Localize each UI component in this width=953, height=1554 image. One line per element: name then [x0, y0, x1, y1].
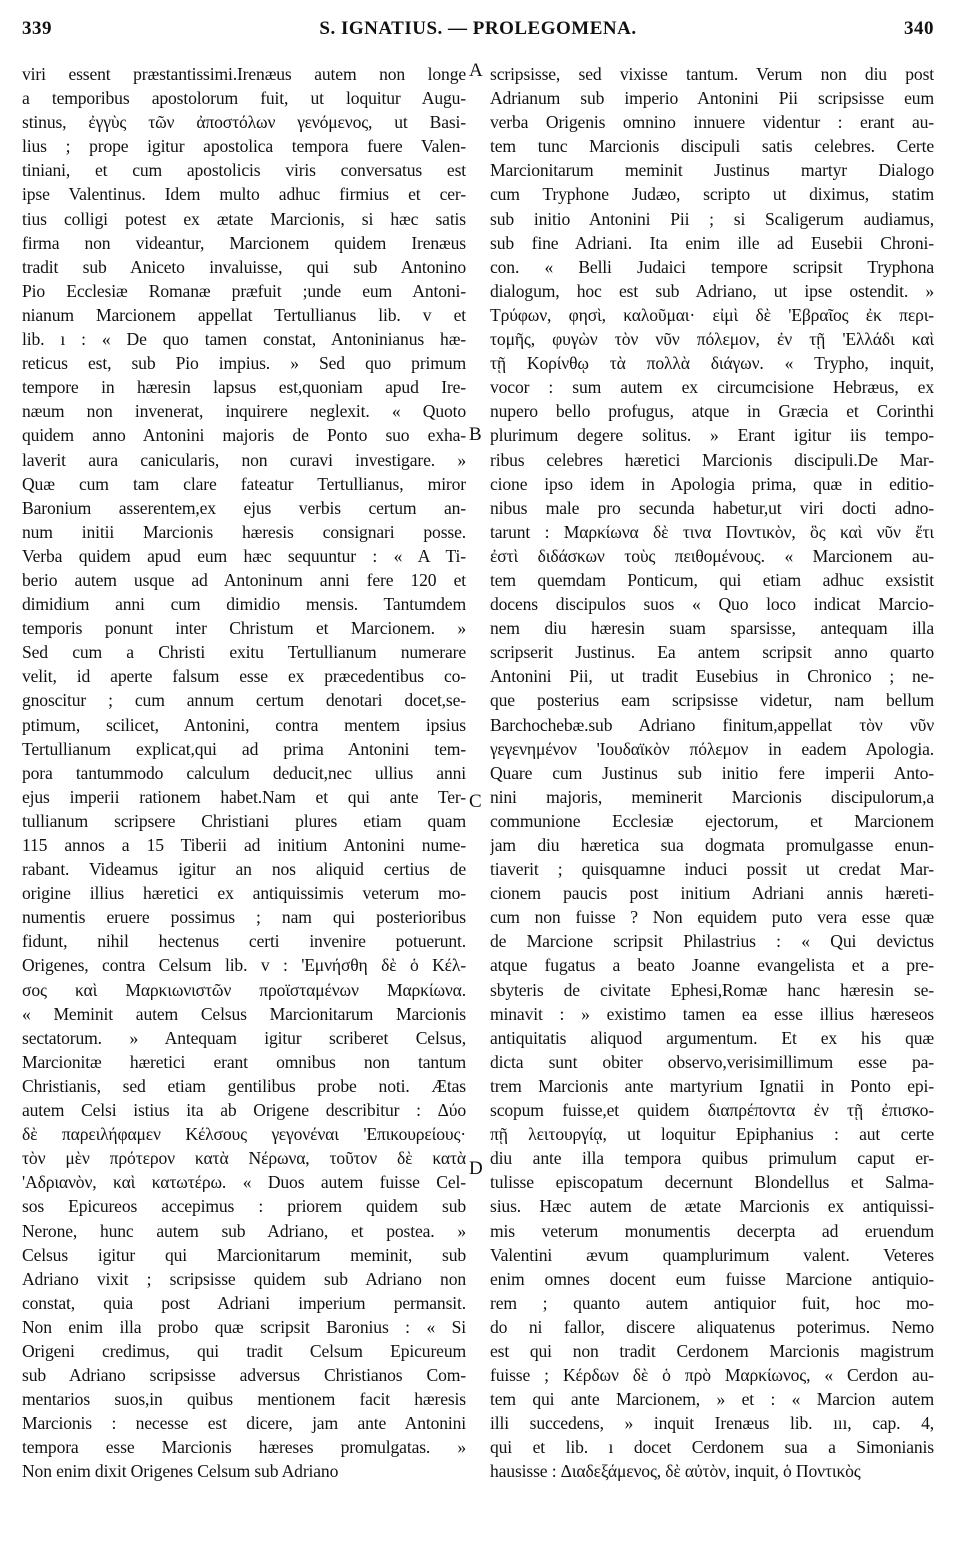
- text-line: tius colligi potest ex ætate Marcionis, si hæc satis: [22, 208, 466, 229]
- text-line: τομῆς, φυγὼν τὸν νῦν πόλεμον, ἐν τῇ 'Ελλάδι καὶ: [490, 329, 934, 350]
- text-line: tradit sub Aniceto invaluisse, qui sub Antonino: [22, 256, 466, 277]
- text-line: que posterius eam scripsisse videtur, nam bellum: [490, 690, 934, 711]
- text-line: jam diu hæretica sua dogmata promulgasse enun-: [490, 835, 934, 855]
- text-line: lib. ı : « De quo tamen constat, Antoninianus hæ-: [22, 329, 466, 350]
- text-line: 'Αδριανὸν, καὶ κατωτέρω. « Duos autem fuisse Cel-: [22, 1172, 466, 1193]
- text-line: nem diu hæresin suam sparsisse, antequam illa: [490, 618, 934, 639]
- text-line: cionem paucis post initium Adriani annis hæreti-: [490, 883, 934, 904]
- text-line: Marcionitæ hæretici erant omnibus non tantum: [22, 1051, 466, 1072]
- section-marker-c: C: [469, 791, 482, 812]
- text-line: Quæ cum tam clare fateatur Tertullianus, miror: [22, 473, 466, 494]
- text-line: Celsus igitur qui Marcionitarum meminit, sub: [22, 1244, 466, 1265]
- text-line: tiaverit ; quisquamne induci possit ut credat Mar-: [490, 859, 934, 880]
- text-line: σος καὶ Μαρκιωνιστῶν προϊσταμένων Μαρκίωνα.: [22, 979, 466, 1000]
- left-column: [22, 62, 466, 1484]
- page-number-left: 339: [22, 18, 52, 39]
- text-line: diu ante illa tempora quibus primulum caput er-: [490, 1148, 934, 1169]
- text-line: tempora esse Marcionis hæreses promulgatas. »: [22, 1437, 466, 1458]
- text-line: tempore in hæresin lapsus est,quoniam apud Ire-: [22, 377, 466, 398]
- text-line: est qui non tradit Cerdonem Marcionis magistrum: [490, 1340, 934, 1361]
- text-line: πῇ λειτουργίᾳ, ut loquitur Epiphanius : aut certe: [490, 1124, 934, 1145]
- text-line: τὸν μὲν πρότερον κατὰ Νέρωνα, τοῦτον δὲ κατὰ: [22, 1148, 466, 1169]
- text-line: ejus imperii rationem habet.Nam et qui ante Ter-: [22, 786, 466, 807]
- page-number-right: 340: [904, 18, 934, 39]
- text-line: sectatorum. » Antequam igitur scriberet Celsus,: [22, 1027, 466, 1048]
- text-line: communione Ecclesiæ ejectorum, et Marcionem: [490, 810, 934, 831]
- text-line: Origeni credimus, qui tradit Celsum Epicureum: [22, 1340, 466, 1361]
- text-line: Antonini Pii, ut tradit Eusebius in Chronico ; ne-: [490, 666, 934, 687]
- text-line: gnoscitur ; cum annum certum denotari docet,se-: [22, 690, 466, 711]
- text-line: ptimum, scilicet, Antonini, contra mentem ipsius: [22, 714, 466, 735]
- text-line: sos Epicureos accepimus : priorem quidem sub: [22, 1196, 466, 1217]
- text-line: tem quemdam Ponticum, qui etiam adhuc exsistit: [490, 569, 934, 590]
- text-line: hausisse : Διαδεξάμενος, δὲ αὐτὸν, inquit, ὁ Ποντικὸς: [490, 1461, 861, 1482]
- text-line: Christianis, sed etiam gentilibus probe noti. Ætas: [22, 1075, 466, 1096]
- text-line: verba Origenis omnino innuere videntur : erant au-: [490, 112, 934, 133]
- text-line: minavit : » existimo tamen ea esse illius hæreseos: [490, 1003, 934, 1024]
- right-column: [490, 62, 934, 1484]
- text-line: ἐστὶ διδάσκων τοὺς πειθομένους. « Marcionem au-: [490, 545, 934, 566]
- text-line: sub initio Antonini Pii ; si Scaligerum audiamus,: [490, 208, 934, 229]
- text-line: do ni fallor, discere aliquatenus poterimus. Nemo: [490, 1316, 934, 1337]
- text-line: berio autem usque ad Antoninum anni fere 120 et: [22, 569, 466, 590]
- text-line: fuisse ; Κέρδων δὲ ὁ πρὸ Μαρκίωνος, « Cerdon au-: [490, 1365, 934, 1386]
- text-line: tem tunc Marcionis discipuli satis celebres. Certe: [490, 136, 934, 157]
- text-line: num initii Marcionis hæresis consignari posse.: [22, 521, 466, 542]
- text-line: tullianum scripsere Christiani plures etiam quam: [22, 810, 466, 831]
- text-line: plurimum degere solitus. » Erant igitur iis tempo-: [490, 425, 934, 446]
- text-line: nibus male pro secunda habetur,ut viri docti adno-: [490, 497, 934, 518]
- text-line: ipse Valentinus. Idem multo adhuc firmius et cer-: [22, 184, 466, 205]
- text-line: Marcionitarum meminit Justinus martyr Dialogo: [490, 160, 934, 181]
- text-line: tem qui ante Marcionem, » et : « Marcion autem: [490, 1389, 934, 1410]
- section-marker-a: A: [469, 60, 483, 81]
- text-line: Origenes, contra Celsum lib. v : 'Εμνήσθη δὲ ὁ Κέλ-: [22, 955, 466, 976]
- text-line: docens discipulos suos « Quo loco indicat Marcio-: [490, 594, 934, 615]
- running-header: [22, 18, 934, 46]
- section-marker-d: D: [469, 1158, 483, 1179]
- text-line: reticus est, sub Pio impius. » Sed quo primum: [22, 353, 466, 374]
- text-line: nini majoris, meminerit Marcionis discipulorum,a: [490, 786, 934, 807]
- text-line: Verba quidem apud eum hæc sequuntur : « A Ti-: [22, 545, 466, 566]
- text-line: 115 annos a 15 Tiberii ad initium Antonini nume-: [22, 835, 466, 855]
- text-line: scopum fuisse,et quidem διαπρέποντα ἐν τῇ ἐπισκο-: [490, 1100, 934, 1121]
- text-line: Valentini ævum quamplurimum valent. Veteres: [490, 1244, 934, 1265]
- text-line: Τρύφων, φησὶ, καλοῦμαι· εἰμὶ δὲ 'Εβραῖος ἐκ περι-: [490, 304, 934, 325]
- text-line: ribus celebres hæretici Marcionis discipuli.De Mar-: [490, 449, 934, 470]
- text-line: Sed cum a Christi exitu Tertullianum numerare: [22, 642, 466, 663]
- text-line: antiquitatis aliquod argumentum. Et ex his quæ: [490, 1027, 934, 1048]
- text-line: Baronium asserentem,ex ejus verbis certum an-: [22, 497, 466, 518]
- text-line: velit, id aperte falsum esse ex præcedentibus co-: [22, 666, 466, 687]
- text-line: næum non invenerat, inquirere neglexit. « Quoto: [22, 401, 466, 422]
- text-line: γεγενημένον 'Ιουδαϊκὸν πόλεμον in eadem Apologia.: [490, 738, 934, 759]
- text-line: fidunt, nihil hectenus certi invenire potuerunt.: [22, 931, 466, 952]
- text-line: numentis eruere possimus ; nam qui posterioribus: [22, 907, 466, 928]
- text-line: Quare cum Justinus sub initio fere imperii Anto-: [490, 762, 934, 783]
- text-line: mis veterum monumentis decerpta ad eruendum: [490, 1220, 934, 1241]
- text-line: temporis ponunt inter Christum et Marcionem. »: [22, 618, 466, 639]
- text-line: « Meminit autem Celsus Marcionitarum Marcionis: [22, 1003, 466, 1024]
- running-title: S. IGNATIUS. — PROLEGOMENA.: [319, 18, 637, 39]
- text-line: trem Marcionis ante martyrium Ignatii in Ponto epi-: [490, 1075, 934, 1096]
- text-line: atque fugatus a beato Joanne evangelista et a pre-: [490, 955, 934, 976]
- text-line: origine illius hæretici ex antiquissimis veterum mo-: [22, 883, 466, 904]
- text-line: Barchochebæ.sub Adriano finitum,appellat τὸν νῦν: [490, 714, 934, 735]
- text-line: sbyteris de civitate Ephesi,Romæ hanc hæresin se-: [490, 979, 934, 1000]
- text-line: Nerone, hunc autem sub Adriano, et postea. »: [22, 1220, 466, 1241]
- text-line: sius. Hæc autem de ætate Marcionis ex antiquissi-: [490, 1196, 934, 1217]
- text-line: quidem anno Antonini majoris de Ponto suo exha-: [22, 425, 466, 446]
- text-line: laverit aura canicularis, non curavi investigare. »: [22, 449, 466, 470]
- text-line: stinus, ἐγγὺς τῶν ἀποστόλων γενόμενος, ut Basi-: [22, 112, 466, 133]
- text-line: viri essent præstantissimi.Irenæus autem non longe: [22, 64, 466, 84]
- text-line: Marcionis : necesse est dicere, jam ante Antonini: [22, 1413, 466, 1434]
- text-line: scripserit Justinus. Ea antem scripsit anno quarto: [490, 642, 934, 663]
- text-line: a temporibus apostolorum fuit, ut loquitur Augu-: [22, 88, 466, 109]
- text-line: sub fine Adriani. Ita enim ille ad Eusebii Chroni-: [490, 232, 934, 253]
- text-line: pora tantummodo calculum deducit,nec ullius anni: [22, 762, 466, 783]
- text-line: illi succedens, » inquit Irenæus lib. ııı, cap. 4,: [490, 1413, 934, 1434]
- text-line: δὲ παρειλήφαμεν Κέλσους γεγονέναι 'Επικουρείους·: [22, 1124, 466, 1145]
- text-line: tiniani, et cum apostolicis viris conversatus est: [22, 160, 466, 181]
- text-line: Non enim illa probo quæ scripsit Baronius : « Si: [22, 1316, 466, 1337]
- text-line: rabant. Videamus igitur an nos aliquid certius de: [22, 859, 466, 880]
- section-marker-b: B: [469, 424, 482, 445]
- text-line: de Marcione scripsit Philastrius : « Qui devictus: [490, 931, 934, 952]
- text-line: Adriano vixit ; scripsisse quidem sub Adriano non: [22, 1268, 466, 1289]
- text-line: cum Tryphone Judæo, scripto ut diximus, statim: [490, 184, 934, 205]
- text-line: qui et lib. ı docet Cerdonem sua a Simonianis: [490, 1437, 934, 1458]
- text-line: lius ; prope igitur apostolica tempora fuere Valen-: [22, 136, 466, 157]
- text-line: rem ; quanto autem antiquior fuit, hoc mo-: [490, 1292, 934, 1313]
- text-line: dicta sunt obiter observo,verisimillimum esse pa-: [490, 1051, 934, 1072]
- text-line: con. « Belli Judaici tempore scripsit Tryphona: [490, 256, 934, 277]
- text-line: mentarios suos,in quibus mentionem facit hæresis: [22, 1389, 466, 1410]
- text-line: cum non fuisse ? Non equidem puto vera esse quæ: [490, 907, 934, 928]
- text-line: autem Celsi istius ita ab Origene describitur : Δύο: [22, 1100, 466, 1121]
- text-line: enim omnes docent eum fuisse Marcione antiquio-: [490, 1268, 934, 1289]
- text-line: τῇ Κορίνθῳ τὰ πολλὰ διάγων. « Trypho, inquit,: [490, 353, 934, 374]
- text-line: cione ipso idem in Apologia prima, quæ in editio-: [490, 473, 934, 494]
- text-line: vocor : sum autem ex circumcisione Hebræus, ex: [490, 377, 934, 398]
- text-line: nupero bello profugus, atque in Græcia et Corinthi: [490, 401, 934, 422]
- text-line: dimidium anni cum dimidio mensis. Tantumdem: [22, 594, 466, 615]
- text-line: nianum Marcionem appellat Tertullianus lib. v et: [22, 304, 466, 325]
- text-line: firma non videantur, Marcionem quidem Irenæus: [22, 232, 466, 253]
- text-line: Adrianum sub imperio Antonini Pii scripsisse eum: [490, 88, 934, 109]
- text-line: tulisse episcopatum decernunt Blondellus et Salma-: [490, 1172, 934, 1193]
- text-line: tarunt : Μαρκίωνα δὲ τινα Ποντικὸν, ὃς καὶ νῦν ἔτι: [490, 521, 934, 542]
- text-line: Pio Ecclesiæ Romanæ præfuit ;unde eum Antoni-: [22, 280, 466, 301]
- text-line: constat, quia post Adriani imperium permansit.: [22, 1292, 466, 1313]
- text-line: scripsisse, sed vixisse tantum. Verum non diu post: [490, 64, 934, 84]
- text-line: Non enim dixit Origenes Celsum sub Adriano: [22, 1461, 339, 1482]
- text-line: dialogum, hoc est sub Adriano, ut ipse ostendit. »: [490, 280, 934, 301]
- text-line: sub Adriano scripsisse adversus Christianos Com-: [22, 1365, 466, 1386]
- text-line: Tertullianum explicat,qui ad prima Antonini tem-: [22, 738, 466, 759]
